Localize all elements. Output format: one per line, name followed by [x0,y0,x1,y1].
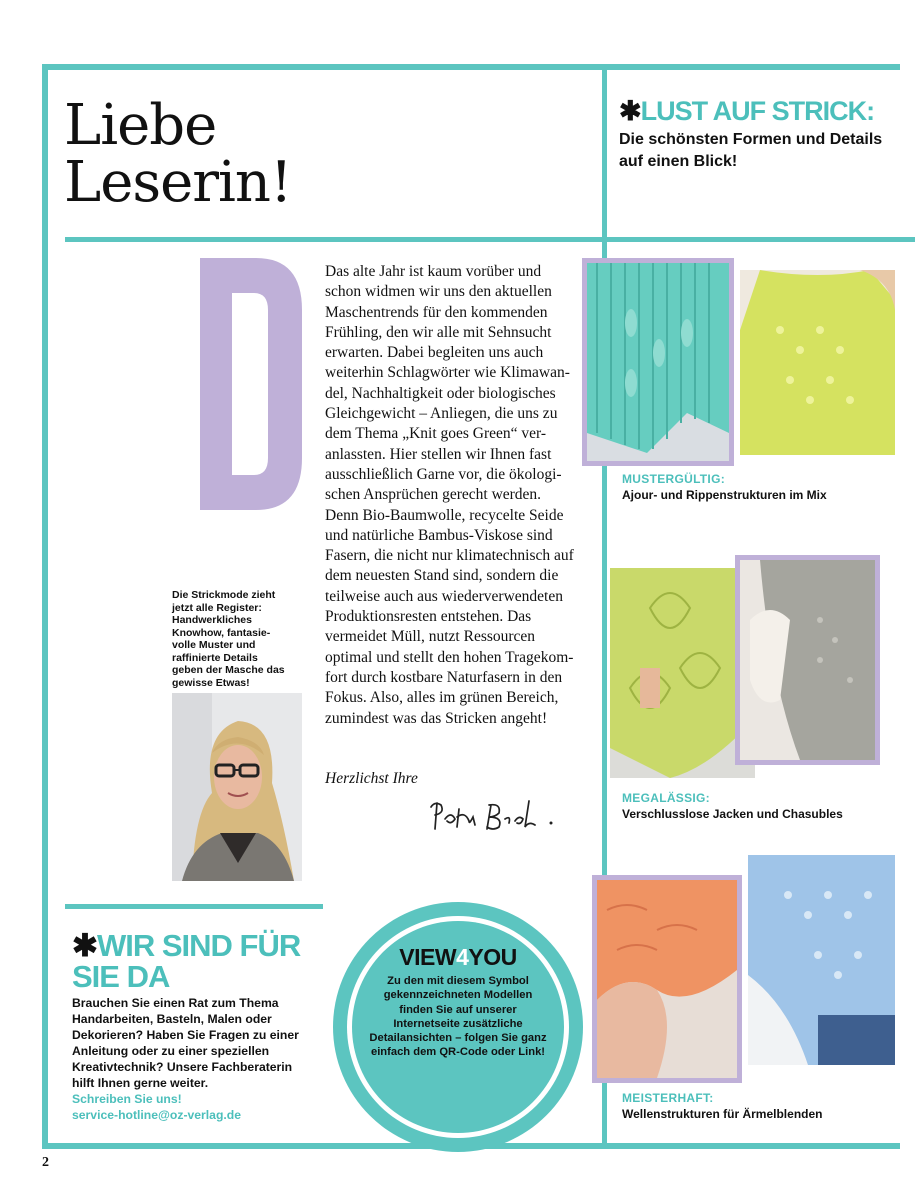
promo-box [619,96,899,173]
promo-subtitle: Die schönsten Formen und Details auf einen Blick! [619,131,883,170]
signature [425,795,575,840]
feature-subtitle-1: Ajour- und Rippenstrukturen im Mix [622,488,827,502]
letter-line: vermeidet Müll, nutzt Ressourcen [325,628,536,646]
letter-line: Gleichgewicht – Anliegen, die uns zu [325,405,558,423]
feature-subtitle-3: Wellenstrukturen für Ärmelblenden [622,1107,823,1121]
service-cta: Schreiben Sie uns! [72,1092,182,1106]
feature-title-3: MEISTERHAFT: [622,1091,714,1105]
letter-body [325,262,595,729]
letter-line: schen Ansprüchen gerecht werden. [325,486,542,504]
editor-caption: Die Strickmode zieht jetzt alle Register: Handwerkliches Knowhow, fantasie-volle Muster und raffinierte Details geben der Masche das gewisse Etwas! [172,589,285,689]
view4you-badge [333,902,583,1152]
drop-cap [200,258,302,515]
feature-photo-2a [610,568,755,778]
letter-line: weiterhin Schlagwörter wie Klimawan- [325,364,570,382]
letter-line: schon widmen wir uns den aktuellen [325,283,552,301]
letter-line: dem Thema „Knit goes Green“ ver- [325,425,547,443]
letter-line: Produktionsresten entstehen. Das [325,608,532,626]
letter-line: Maschentrends für den kommenden [325,303,548,321]
frame-left-line [42,64,48,1149]
drop-cap-letter [200,258,302,510]
letter-line: zumindest was das Stricken angeht! [325,709,548,727]
page-title [64,93,292,215]
feature-title-1: MUSTERGÜLTIG: [622,472,725,486]
view4you-text: Zu den mit diesem Symbol gekennzeichneten Modellen finden Sie auf unserer Internetseite zusätzliche Detailansichten – folgen Sie ganz einfach dem QR-Code oder Link! [369,975,547,1059]
title-line-1: Liebe [64,93,217,158]
service-title: ✱WIR SIND FÜR SIE DA [72,928,301,994]
letter-line: optimal und stellt den hohen Tragekom- [325,648,574,666]
page-number: 2 [42,1155,49,1170]
service-box [72,930,317,1123]
letter-line: Fasern, die nicht nur klimatechnisch auf [325,547,574,565]
letter-closing: Herzlichst Ihre [325,770,418,787]
letter-line: anlassten. Hier stellen wir Ihnen fast [325,445,552,463]
flower-icon: ✱ [72,928,97,963]
flower-icon: ✱ [619,96,641,126]
frame-top-line [42,64,900,70]
letter-line: Fokus. Also, alles im grünen Bereich, [325,689,559,707]
letter-line: Das alte Jahr ist kaum vorüber und [325,263,542,280]
letter-line: teilweise auch aus wiederverwendeten [325,587,563,605]
letter-line: Denn Bio-Baumwolle, recycelte Seide [325,506,564,524]
editor-portrait [172,693,302,881]
feature-photo-1a [582,258,734,466]
feature-subtitle-2: Verschlusslose Jacken und Chasubles [622,807,843,821]
letter-line: Frühling, den wir alle mit Sehnsucht [325,323,552,341]
feature-photo-2b [735,555,880,765]
title-line-2: Leserin! [64,150,292,215]
service-email-link[interactable]: service-hotline@oz-verlag.de [72,1108,242,1122]
feature-title-2: MEGALÄSSIG: [622,791,710,805]
header-divider [65,237,915,242]
letter-line: dem neuesten Stand sind, sondern die [325,567,559,585]
letter-line: del, Nachhaltigkeit oder biologisches [325,384,556,402]
letter-line: fort durch kostbare Naturfasern in den [325,668,563,686]
promo-title: ✱LUST AUF STRICK: [619,96,875,126]
feature-photo-1b [740,270,895,455]
feature-photo-3a [592,875,742,1083]
letter-line: und natürliche Bambus-Viskose sind [325,526,553,544]
service-divider [65,904,323,909]
view4you-logo: VIEW4YOU [399,944,517,970]
letter-line: ausschließlich Garne vor, die ökologi- [325,465,562,483]
service-text: Brauchen Sie einen Rat zum Thema Handarbeiten, Basteln, Malen oder Dekorieren? Haben Sie Fragen zu einer Anleitung oder zu einer speziellen Kreativtechnik? Unsere Fachberaterin hilft Ihnen gerne weiter. [72,996,299,1090]
feature-photo-3b [748,855,895,1065]
letter-line: erwarten. Dabei begleiten uns auch [325,344,544,362]
